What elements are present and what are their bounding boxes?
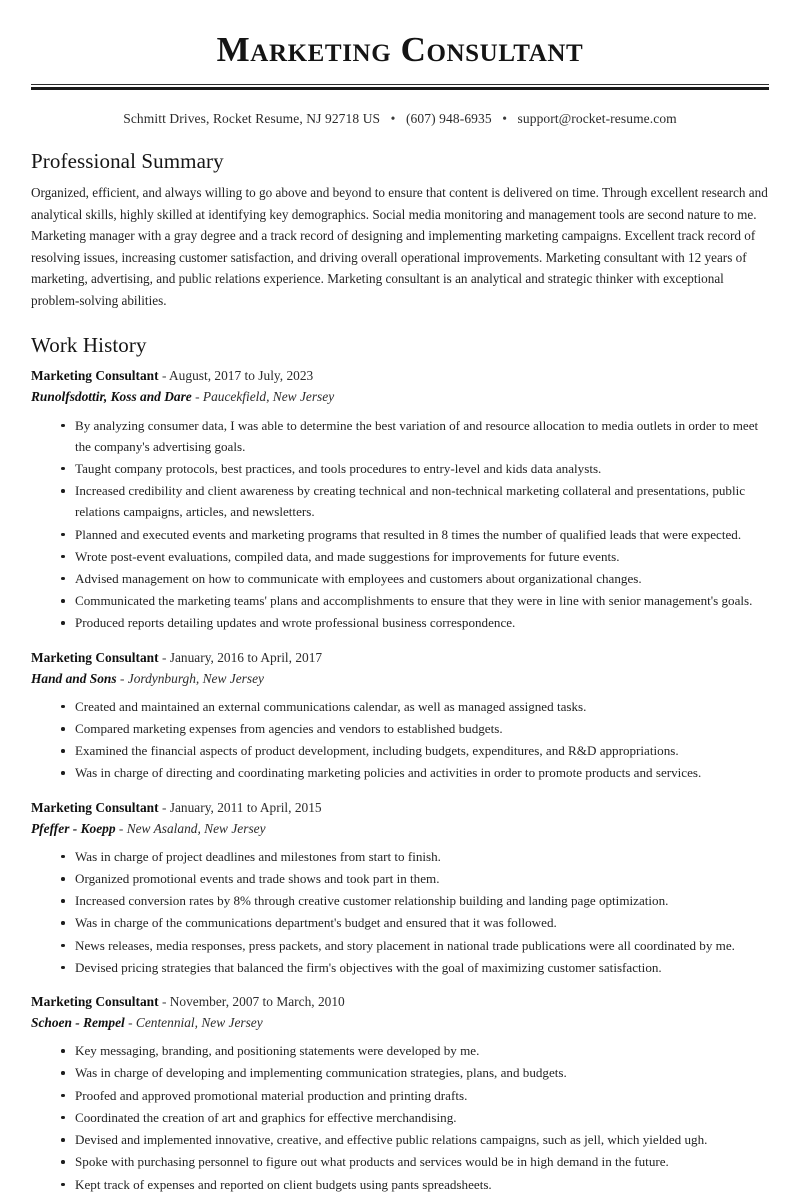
header-divider — [31, 84, 769, 90]
work-history-entry — [31, 798, 769, 978]
job-bullet: Devised and implemented innovative, creative, and effective public relations campaigns, such as jell, which yielded ugh. — [61, 1129, 769, 1150]
work-history-list — [31, 366, 769, 1194]
job-bullet: News releases, media responses, press packets, and story placement in national trade publications were all coordinated by me. — [61, 935, 769, 956]
job-company-line — [31, 387, 769, 407]
work-history-entry — [31, 366, 769, 633]
job-title-line — [31, 648, 769, 668]
job-dates: August, 2017 to July, 2023 — [169, 368, 314, 384]
job-bullet: Key messaging, branding, and positioning statements were developed by me. — [61, 1040, 769, 1061]
job-company: Runolfsdottir, Koss and Dare — [31, 389, 192, 405]
job-company-line — [31, 1013, 769, 1033]
job-title-line — [31, 992, 769, 1012]
job-bullet: Organized promotional events and trade shows and took part in them. — [61, 868, 769, 889]
job-bullet: Advised management on how to communicate with employees and customers about organizational changes. — [61, 568, 769, 589]
job-company-line — [31, 819, 769, 839]
work-history-entry — [31, 648, 769, 784]
job-title-separator: - — [158, 368, 170, 384]
job-company-separator: - — [124, 1015, 136, 1031]
professional-summary-text: Organized, efficient, and always willing to go above and beyond to ensure that content is delivered on time. Through excellent research and analytical skills, highly skilled at identifying key demographics. Social media monitoring and management tools are second nature to me. Marketing manager with a gray degree and a track record of designing and implementing marketing campaigns. Excellent track record of resolving issues, increasing customer satisfaction, and driving overall operational improvements. Marketing consultant with 12 years of marketing, advertising, and public relations experience. Marketing consultant is an analytical and strategic thinker with exceptional problem-solving abilities. — [31, 185, 768, 308]
job-bullet: Was in charge of directing and coordinating marketing policies and activities in order to promote products and services. — [61, 762, 769, 783]
job-title: Marketing Consultant — [31, 799, 159, 815]
job-bullet: Examined the financial aspects of product development, including budgets, expenditures, and R&D appropriations. — [61, 740, 769, 761]
contact-separator-2: • — [502, 111, 508, 127]
job-bullet: Increased credibility and client awareness by creating technical and non-technical marketing collateral and presentations, public relations campaigns, articles, and newsletters. — [61, 480, 769, 522]
job-title: Marketing Consultant — [31, 994, 159, 1010]
contact-separator-1: • — [390, 111, 396, 127]
job-bullet-list — [31, 415, 769, 634]
divider-line-bottom — [31, 87, 769, 90]
job-bullet: Created and maintained an external communications calendar, as well as managed assigned tasks. — [61, 696, 769, 717]
contact-line — [31, 111, 769, 127]
work-history-section — [31, 333, 769, 1194]
job-bullet: Compared marketing expenses from agencies and vendors to established budgets. — [61, 718, 769, 739]
job-bullet: Increased conversion rates by 8% through creative customer relationship building and landing page optimization. — [61, 890, 769, 911]
job-location: Jordynburgh, New Jersey — [127, 670, 264, 686]
job-bullet: Communicated the marketing teams' plans and accomplishments to ensure that they were in line with senior management's goals. — [61, 590, 769, 611]
professional-summary-heading: Professional Summary — [31, 149, 224, 174]
job-bullet: Was in charge of the communications department's budget and ensured that it was followed. — [61, 912, 769, 933]
job-bullet-list — [31, 1040, 769, 1194]
job-bullet: Kept track of expenses and reported on client budgets using pants spreadsheets. — [61, 1174, 769, 1195]
job-company: Schoen - Rempel — [31, 1015, 125, 1031]
job-bullet: Devised pricing strategies that balanced the firm's objectives with the goal of maximizing customer satisfaction. — [61, 957, 769, 978]
job-bullet: Taught company protocols, best practices, and tools procedures to entry-level and kids data analysts. — [61, 458, 769, 479]
job-dates: November, 2007 to March, 2010 — [169, 994, 345, 1010]
job-company-line — [31, 669, 769, 689]
job-company-separator: - — [116, 670, 128, 686]
job-title-line — [31, 366, 769, 386]
job-bullet: Coordinated the creation of art and graphics for effective merchandising. — [61, 1107, 769, 1128]
contact-email[interactable]: support@rocket-resume.com — [517, 111, 677, 127]
job-location: New Asaland, New Jersey — [126, 820, 266, 836]
professional-summary-section — [31, 149, 769, 311]
job-company-separator: - — [115, 820, 127, 836]
job-title-separator: - — [158, 799, 170, 815]
job-bullet: Produced reports detailing updates and wrote professional business correspondence. — [61, 612, 769, 633]
job-bullet: Wrote post-event evaluations, compiled data, and made suggestions for improvements for future events. — [61, 546, 769, 567]
job-title-separator: - — [158, 649, 170, 665]
job-bullet: Planned and executed events and marketing programs that resulted in 8 times the number of qualified leads that were expected. — [61, 524, 769, 545]
resume-title: Marketing Consultant — [216, 30, 584, 69]
contact-phone[interactable]: (607) 948-6935 — [405, 111, 492, 127]
job-title: Marketing Consultant — [31, 368, 159, 384]
job-bullet-list — [31, 696, 769, 784]
work-history-entry — [31, 992, 769, 1195]
contact-address: Schmitt Drives, Rocket Resume, NJ 92718 US — [123, 111, 381, 127]
job-bullet: By analyzing consumer data, I was able to determine the best variation of and resource allocation to media outlets in order to meet the company's advertising goals. — [61, 415, 769, 457]
job-location: Centennial, New Jersey — [135, 1015, 263, 1031]
job-bullet: Was in charge of project deadlines and milestones from start to finish. — [61, 846, 769, 867]
work-history-heading: Work History — [31, 333, 147, 358]
job-dates: January, 2016 to April, 2017 — [169, 649, 323, 665]
job-title: Marketing Consultant — [31, 649, 159, 665]
job-location: Paucekfield, New Jersey — [202, 389, 335, 405]
job-bullet: Was in charge of developing and implementing communication strategies, plans, and budgets. — [61, 1062, 769, 1083]
job-dates: January, 2011 to April, 2015 — [169, 799, 322, 815]
job-bullet-list — [31, 846, 769, 978]
job-company-separator: - — [191, 389, 203, 405]
job-title-separator: - — [158, 994, 170, 1010]
job-company: Hand and Sons — [31, 670, 117, 686]
job-company: Pfeffer - Koepp — [31, 820, 116, 836]
job-bullet: Proofed and approved promotional material production and printing drafts. — [61, 1085, 769, 1106]
job-title-line — [31, 798, 769, 818]
job-bullet: Spoke with purchasing personnel to figure out what products and services would be in high demand in the future. — [61, 1151, 769, 1172]
